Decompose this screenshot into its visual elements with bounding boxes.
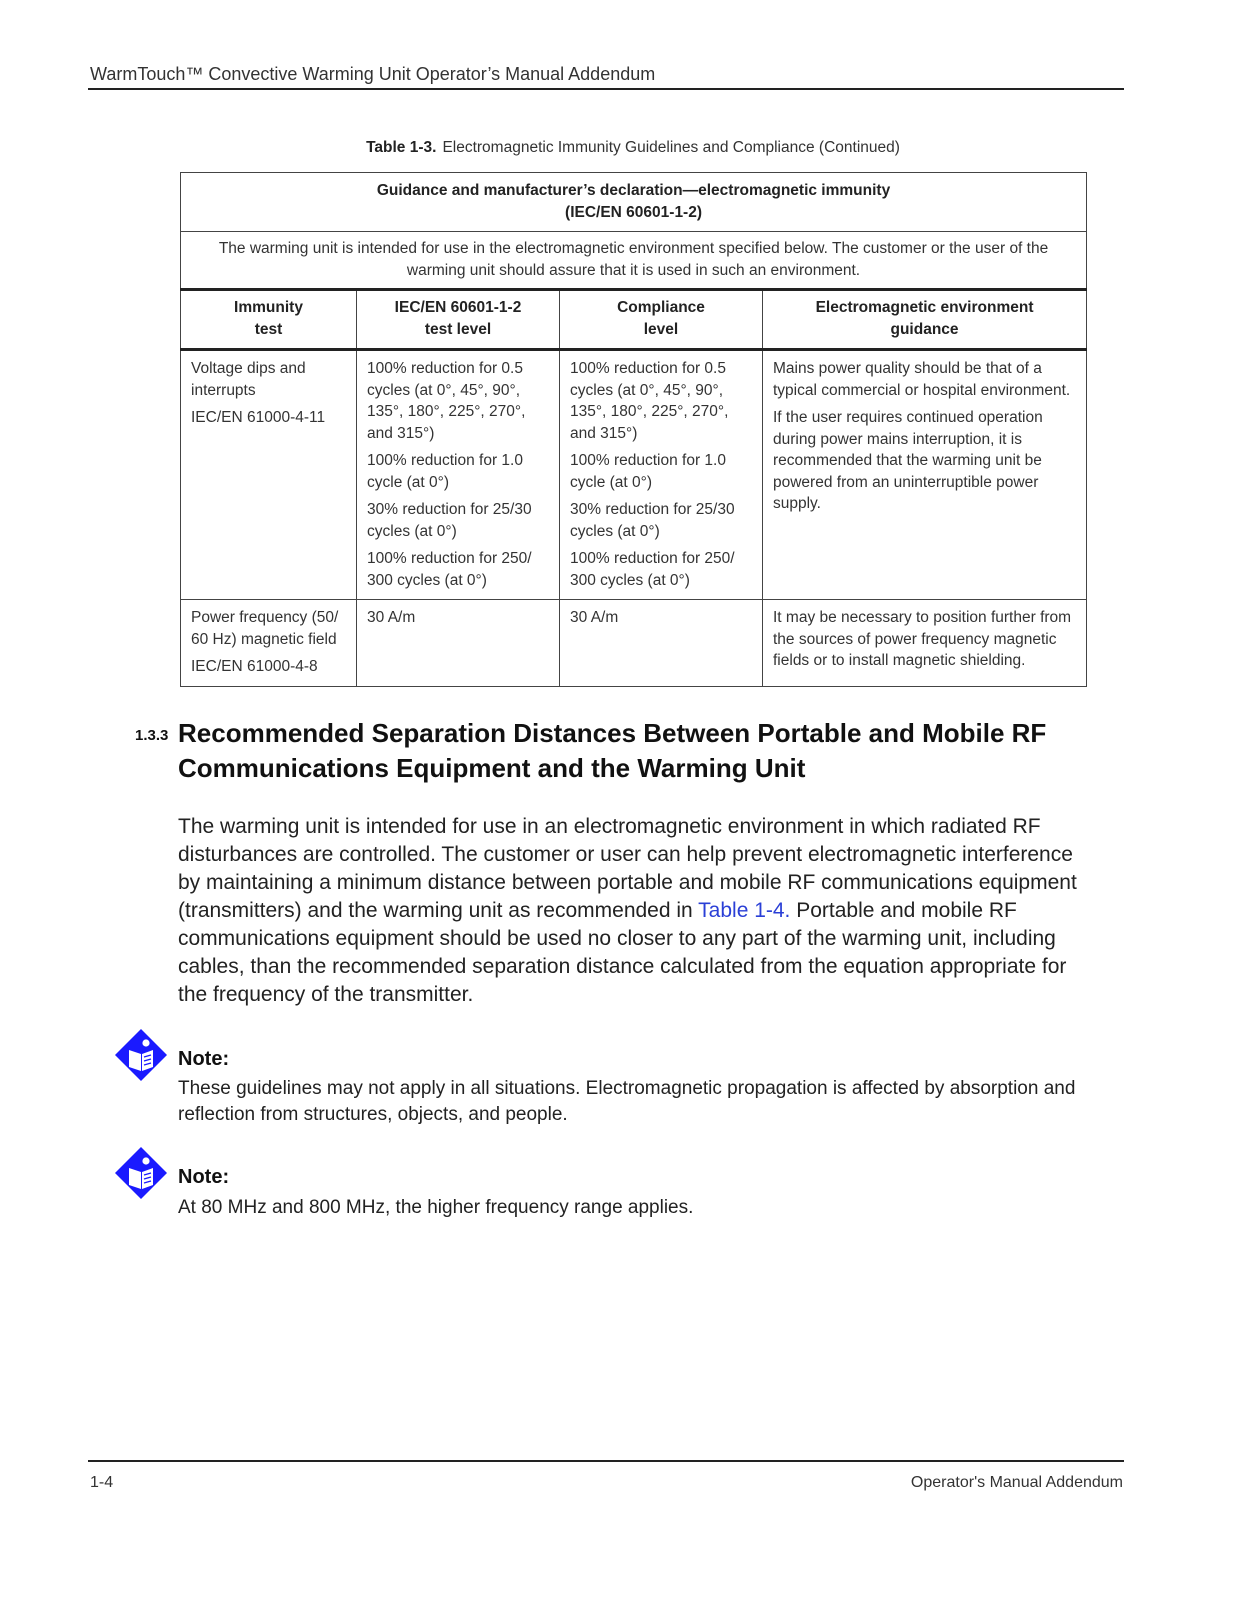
col-header-line: IEC/EN 60601-1-2 [394, 299, 522, 316]
col-header-compliance-level [560, 290, 763, 350]
col-header-environment-guidance [763, 290, 1087, 350]
cell-text: Mains power quality should be that of a typical commercial or hospital environment. [773, 360, 1071, 399]
section-heading: Recommended Separation Distances Between Portable and Mobile RF Communications Equipment and the Warming Unit [178, 718, 1047, 783]
cell-text: 100% reduction for 0.5 cycles (at 0°, 45°, 90°, 135°, 180°, 225°, 270°, and 315°) [570, 360, 729, 442]
header-rule [88, 88, 1124, 90]
note-text: At 80 MHz and 800 MHz, the higher frequency range applies. [178, 1197, 694, 1218]
paragraph-text: Portable and mobile RF communications equipment should be used no closer to any part of the warming unit, including cables, than the recommended separation distance calculated from the equation appropriate for the frequency of the transmitter. [178, 899, 1067, 1006]
paragraph-text: The warming unit is intended for use in an electromagnetic environment in which radiated RF disturbances are controlled. The customer or user can help prevent electromagnetic interference by maintaining a minimum distance between portable and mobile RF communications equipment (transmitters) and the warming unit as recommended in [178, 815, 1077, 922]
cell-test-level [357, 600, 560, 687]
table-caption [180, 139, 1086, 157]
col-header-line: Electromagnetic environment [815, 299, 1034, 316]
cell-text: Power frequency (50/ 60 Hz) magnetic field [191, 609, 339, 648]
info-book-icon [114, 1146, 168, 1200]
cell-text: It may be necessary to position further from the sources of power frequency magnetic fields or to install magnetic shielding. [773, 609, 1072, 669]
col-header-line: guidance [890, 320, 959, 338]
cell-text: 30 A/m [570, 609, 619, 626]
footer-title: Operator's Manual Addendum [910, 1474, 1123, 1491]
section-body-paragraph [178, 813, 1093, 1009]
col-header-line: test level [424, 320, 492, 338]
col-header-line: test [254, 320, 283, 338]
col-header-line: Immunity [234, 299, 303, 316]
table-caption-label: Table 1-3. [366, 139, 437, 156]
cell-compliance-level [560, 350, 763, 600]
cell-text: 100% reduction for 250/ 300 cycles (at 0°) [570, 550, 735, 589]
cell-text: 100% reduction for 0.5 cycles (at 0°, 45°, 90°, 135°, 180°, 225°, 270°, and 315°) [367, 360, 526, 442]
col-header-immunity-test [181, 290, 357, 350]
cell-immunity-test [181, 350, 357, 600]
cell-text: 30% reduction for 25/30 cycles (at 0°) [367, 501, 532, 540]
cell-text: IEC/EN 61000-4-11 [191, 409, 326, 426]
col-header-line: Compliance [617, 299, 705, 316]
cell-text: Voltage dips and interrupts [191, 360, 306, 399]
cell-test-level [357, 350, 560, 600]
cell-text: 100% reduction for 1.0 cycle (at 0°) [570, 452, 726, 491]
page-number: 1-4 [90, 1474, 114, 1491]
cell-text: 30% reduction for 25/30 cycles (at 0°) [570, 501, 735, 540]
col-header-line: level [643, 320, 679, 338]
table-title-line2: (IEC/EN 60601-1-2) [565, 203, 703, 221]
table-row [181, 350, 1087, 600]
footer-rule [88, 1460, 1124, 1462]
cell-environment-guidance [763, 350, 1087, 600]
table-caption-text: Electromagnetic Immunity Guidelines and Compliance (Continued) [442, 139, 900, 156]
info-book-icon [114, 1028, 168, 1082]
note-title: Note: [178, 1166, 230, 1188]
section-number: 1.3.3 [135, 727, 169, 744]
table-intro: The warming unit is intended for use in the electromagnetic environment specified below. The customer or the user of the warming unit should assure that it is used in such an environment. [181, 232, 1087, 290]
note-text: These guidelines may not apply in all situations. Electromagnetic propagation is affected by absorption and reflection from structures, objects, and people. [178, 1078, 1076, 1125]
table-1-4-link[interactable]: Table 1-4. [698, 899, 791, 922]
cell-text: 100% reduction for 1.0 cycle (at 0°) [367, 452, 523, 491]
col-header-test-level [357, 290, 560, 350]
cell-immunity-test [181, 600, 357, 687]
table-title [181, 173, 1087, 232]
cell-environment-guidance [763, 600, 1087, 687]
cell-text: IEC/EN 61000-4-8 [191, 658, 318, 675]
cell-compliance-level [560, 600, 763, 687]
table-title-line1: Guidance and manufacturer’s declaration—electromagnetic immunity [376, 182, 891, 199]
cell-text: 100% reduction for 250/ 300 cycles (at 0°) [367, 550, 532, 589]
table-row [181, 600, 1087, 687]
note-title: Note: [178, 1048, 230, 1070]
running-header: WarmTouch™ Convective Warming Unit Operator’s Manual Addendum [90, 64, 656, 84]
emc-immunity-table [180, 172, 1087, 687]
cell-text: If the user requires continued operation during power mains interruption, it is recommended that the warming unit be powered from an uninterruptible power supply. [773, 409, 1043, 512]
cell-text: 30 A/m [367, 609, 416, 626]
